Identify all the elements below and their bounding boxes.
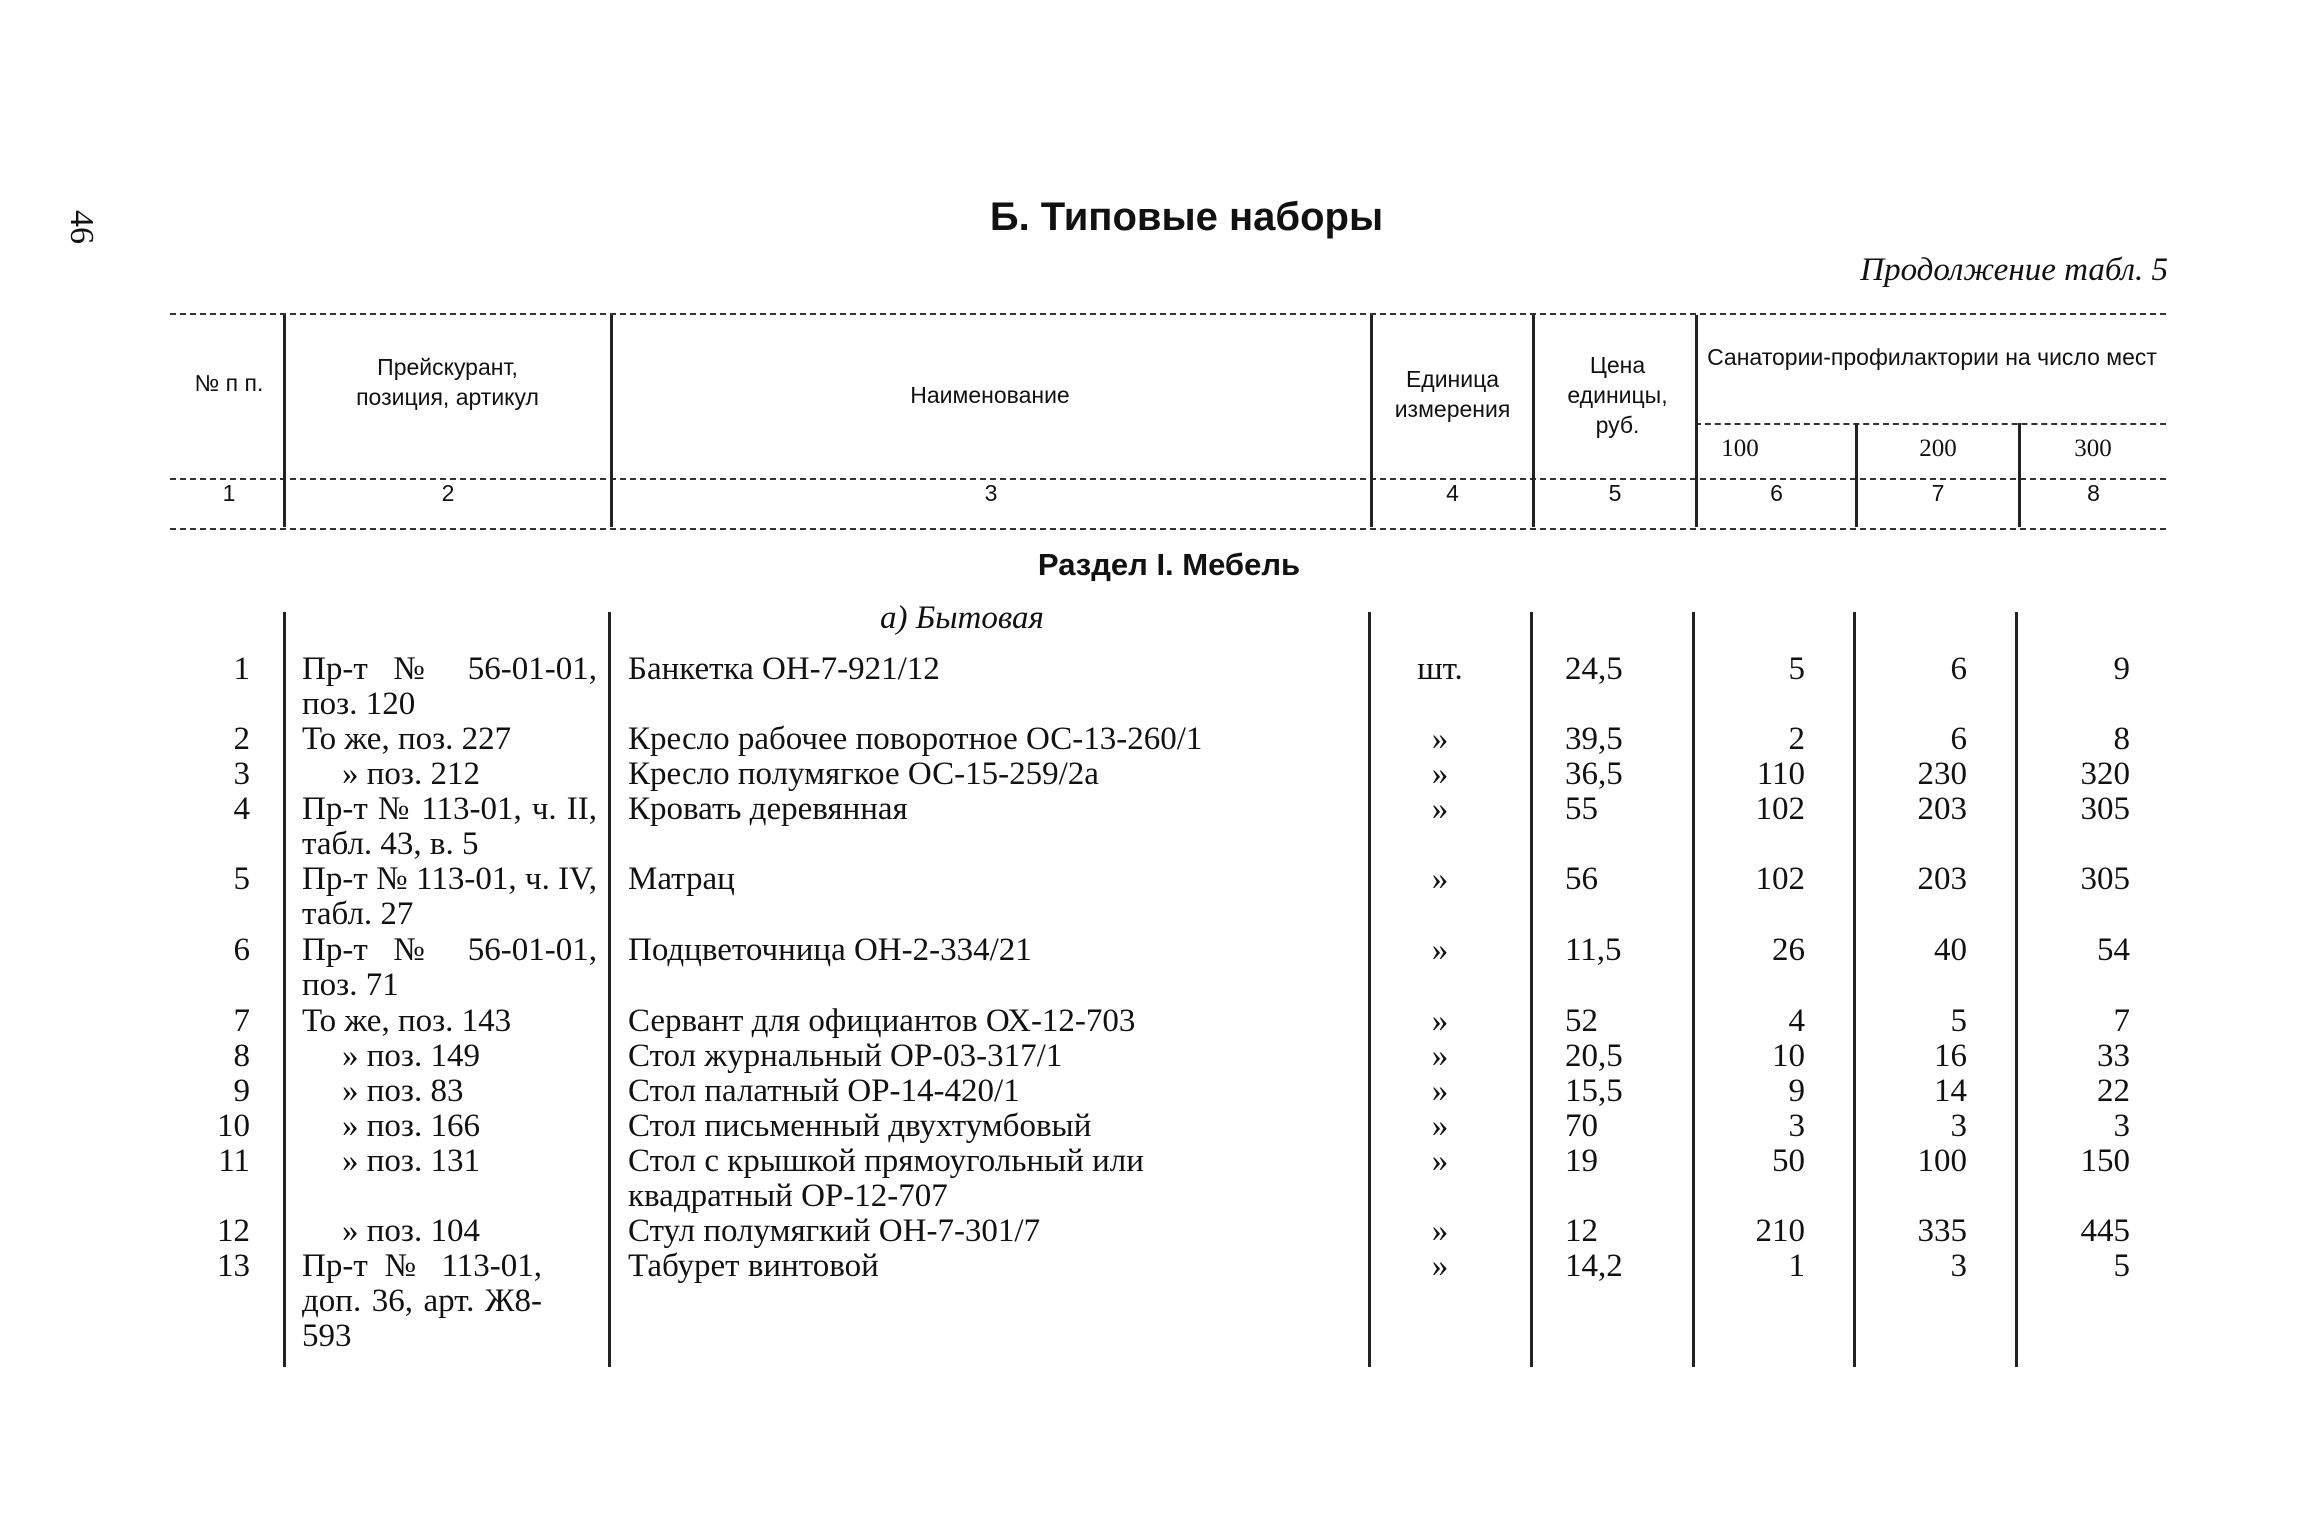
cell-s100: 102 <box>1755 861 1805 897</box>
cell-unit: шт. <box>1417 651 1463 687</box>
cell-s200: 16 <box>1934 1038 1967 1074</box>
header-ref: Прейскурант, позиция, артикул <box>356 354 539 410</box>
cell-unit: » <box>1431 721 1449 757</box>
header-num: № п п. <box>194 370 264 396</box>
cell-s100: 5 <box>1788 651 1805 687</box>
cell-num: 2 <box>233 721 250 757</box>
cell-unit: » <box>1431 791 1449 827</box>
cell-s200: 203 <box>1917 791 1967 827</box>
header-unit: Единица измерения <box>1394 366 1511 422</box>
cell-name: Сервант для официантов ОХ-12-703 <box>628 1003 1136 1039</box>
cell-unit: » <box>1431 1143 1449 1179</box>
cell-s300: 150 <box>2080 1143 2130 1179</box>
cell-s200: 40 <box>1934 932 1967 968</box>
cell-ref: То же, поз. 143 <box>302 1003 512 1039</box>
cell-unit: » <box>1431 1108 1449 1144</box>
header-group: Санатории-профилактории на число мест <box>1707 344 2157 370</box>
cell-ref: » поз. 131 <box>342 1143 480 1179</box>
cell-num: 5 <box>233 861 250 897</box>
cell-name: Матрац <box>628 861 735 897</box>
subsection-heading: а) Бытовая <box>880 600 1044 636</box>
cell-price: 14,2 <box>1565 1248 1623 1284</box>
column-number: 4 <box>1446 480 1459 506</box>
cell-unit: » <box>1431 1213 1449 1249</box>
table-top-rule <box>170 313 2166 315</box>
cell-s100: 1 <box>1788 1248 1805 1284</box>
cell-price: 19 <box>1565 1143 1598 1179</box>
cell-s100: 3 <box>1788 1108 1805 1144</box>
cell-s200: 100 <box>1917 1143 1967 1179</box>
body-divider <box>608 612 611 1367</box>
column-number: 1 <box>222 480 236 506</box>
cell-price: 36,5 <box>1565 756 1623 792</box>
cell-s200: 14 <box>1934 1073 1967 1109</box>
body-divider <box>283 612 286 1367</box>
column-number: 6 <box>1770 480 1783 506</box>
cell-num: 6 <box>233 932 250 968</box>
cell-num: 10 <box>217 1108 250 1144</box>
cell-unit: » <box>1431 1248 1449 1284</box>
column-number: 8 <box>2087 480 2100 506</box>
column-number: 7 <box>1931 480 1945 506</box>
cell-ref: Пр-т № 113-01, ч. II, табл. 43, в. 5 <box>302 791 597 862</box>
cell-name: Кресло рабочее поворотное ОС-13-260/1 <box>628 721 1203 757</box>
column-number: 2 <box>441 480 455 506</box>
cell-s100: 50 <box>1772 1143 1805 1179</box>
header-s100: 100 <box>1721 435 1759 462</box>
cell-s300: 54 <box>2097 932 2130 968</box>
cell-s100: 9 <box>1788 1073 1805 1109</box>
cell-s200: 3 <box>1950 1248 1967 1284</box>
cell-price: 39,5 <box>1565 721 1623 757</box>
cell-s100: 26 <box>1772 932 1805 968</box>
cell-num: 1 <box>233 651 250 687</box>
header-name: Наименование <box>910 382 1070 408</box>
cell-num: 3 <box>233 756 250 792</box>
cell-s300: 445 <box>2080 1213 2130 1249</box>
body-divider <box>1530 612 1533 1367</box>
cell-name: Табурет винтовой <box>628 1248 879 1284</box>
cell-ref: » поз. 166 <box>342 1108 480 1144</box>
cell-name: Стол журнальный ОР-03-317/1 <box>628 1038 1063 1074</box>
cell-s300: 5 <box>2113 1248 2130 1284</box>
cell-ref: Пр-т № 56-01-01, поз. 120 <box>302 651 597 722</box>
column-numbers-bottom-rule <box>170 528 2166 530</box>
cell-num: 4 <box>233 791 250 827</box>
cell-ref: » поз. 212 <box>342 756 480 792</box>
cell-s200: 230 <box>1917 756 1967 792</box>
cell-s300: 305 <box>2080 791 2130 827</box>
cell-num: 9 <box>233 1073 250 1109</box>
cell-price: 12 <box>1565 1213 1598 1249</box>
cell-s300: 8 <box>2113 721 2130 757</box>
cell-price: 70 <box>1565 1108 1598 1144</box>
cell-ref: Пр-т № 56-01-01, поз. 71 <box>302 932 597 1003</box>
page-title: Б. Типовые наборы <box>989 195 1384 239</box>
cell-unit: » <box>1431 1038 1449 1074</box>
cell-num: 7 <box>233 1003 250 1039</box>
cell-s300: 7 <box>2113 1003 2130 1039</box>
cell-s200: 335 <box>1917 1213 1967 1249</box>
section-heading: Раздел I. Мебель <box>1037 547 1301 582</box>
cell-price: 24,5 <box>1565 651 1623 687</box>
header-s200: 200 <box>1919 435 1957 462</box>
cell-s200: 5 <box>1950 1003 1967 1039</box>
page-number: 46 <box>63 210 100 244</box>
cell-unit: » <box>1431 861 1449 897</box>
cell-name: Кровать деревянная <box>628 791 908 827</box>
column-number: 3 <box>984 480 998 506</box>
cell-name: Стол палатный ОР-14-420/1 <box>628 1073 1020 1109</box>
cell-price: 55 <box>1565 791 1598 827</box>
cell-s200: 203 <box>1917 861 1967 897</box>
cell-price: 56 <box>1565 861 1598 897</box>
header-s300: 300 <box>2074 435 2112 462</box>
cell-name: Стул полумягкий ОН-7-301/7 <box>628 1213 1041 1249</box>
cell-unit: » <box>1431 1003 1449 1039</box>
cell-ref: » поз. 104 <box>342 1213 480 1249</box>
cell-unit: » <box>1431 756 1449 792</box>
cell-s300: 22 <box>2097 1073 2130 1109</box>
cell-s100: 110 <box>1756 756 1805 792</box>
cell-s300: 320 <box>2080 756 2130 792</box>
cell-s100: 4 <box>1788 1003 1805 1039</box>
cell-ref: » поз. 83 <box>342 1073 464 1109</box>
cell-ref: » поз. 149 <box>342 1038 480 1074</box>
cell-unit: » <box>1431 1073 1449 1109</box>
cell-price: 52 <box>1565 1003 1598 1039</box>
cell-s100: 102 <box>1755 791 1805 827</box>
cell-s200: 6 <box>1950 651 1967 687</box>
cell-s300: 33 <box>2097 1038 2130 1074</box>
cell-s200: 6 <box>1950 721 1967 757</box>
cell-price: 20,5 <box>1565 1038 1623 1074</box>
header-price: Цена единицы, руб. <box>1567 352 1668 438</box>
cell-s300: 305 <box>2080 861 2130 897</box>
cell-price: 15,5 <box>1565 1073 1623 1109</box>
cell-s300: 3 <box>2113 1108 2130 1144</box>
cell-ref: Пр-т № 113-01, доп. 36, арт. Ж8-593 <box>302 1248 542 1354</box>
table-continuation-note: Продолжение табл. 5 <box>1860 252 2168 288</box>
group-header-rule <box>1695 423 2166 425</box>
cell-ref: Пр-т № 113-01, ч. IV, табл. 27 <box>302 861 597 932</box>
cell-s300: 9 <box>2113 651 2130 687</box>
cell-num: 13 <box>217 1248 250 1284</box>
cell-price: 11,5 <box>1565 932 1622 968</box>
cell-num: 8 <box>233 1038 250 1074</box>
cell-name: Кресло полумягкое ОС-15-259/2а <box>628 756 1099 792</box>
cell-s100: 210 <box>1755 1213 1805 1249</box>
cell-unit: » <box>1431 932 1449 968</box>
cell-s200: 3 <box>1950 1108 1967 1144</box>
cell-s100: 2 <box>1788 721 1805 757</box>
cell-name: Стол с крышкой прямоугольный или квадратный ОР-12-707 <box>628 1143 1144 1214</box>
cell-num: 12 <box>217 1213 250 1249</box>
cell-name: Стол письменный двухтумбовый <box>628 1108 1092 1144</box>
cell-ref: То же, поз. 227 <box>302 721 512 757</box>
cell-name: Банкетка ОН-7-921/12 <box>628 651 940 687</box>
cell-num: 11 <box>218 1143 250 1179</box>
cell-name: Подцветочница ОН-2-334/21 <box>628 932 1032 968</box>
cell-s100: 10 <box>1772 1038 1805 1074</box>
column-number: 5 <box>1608 480 1622 506</box>
